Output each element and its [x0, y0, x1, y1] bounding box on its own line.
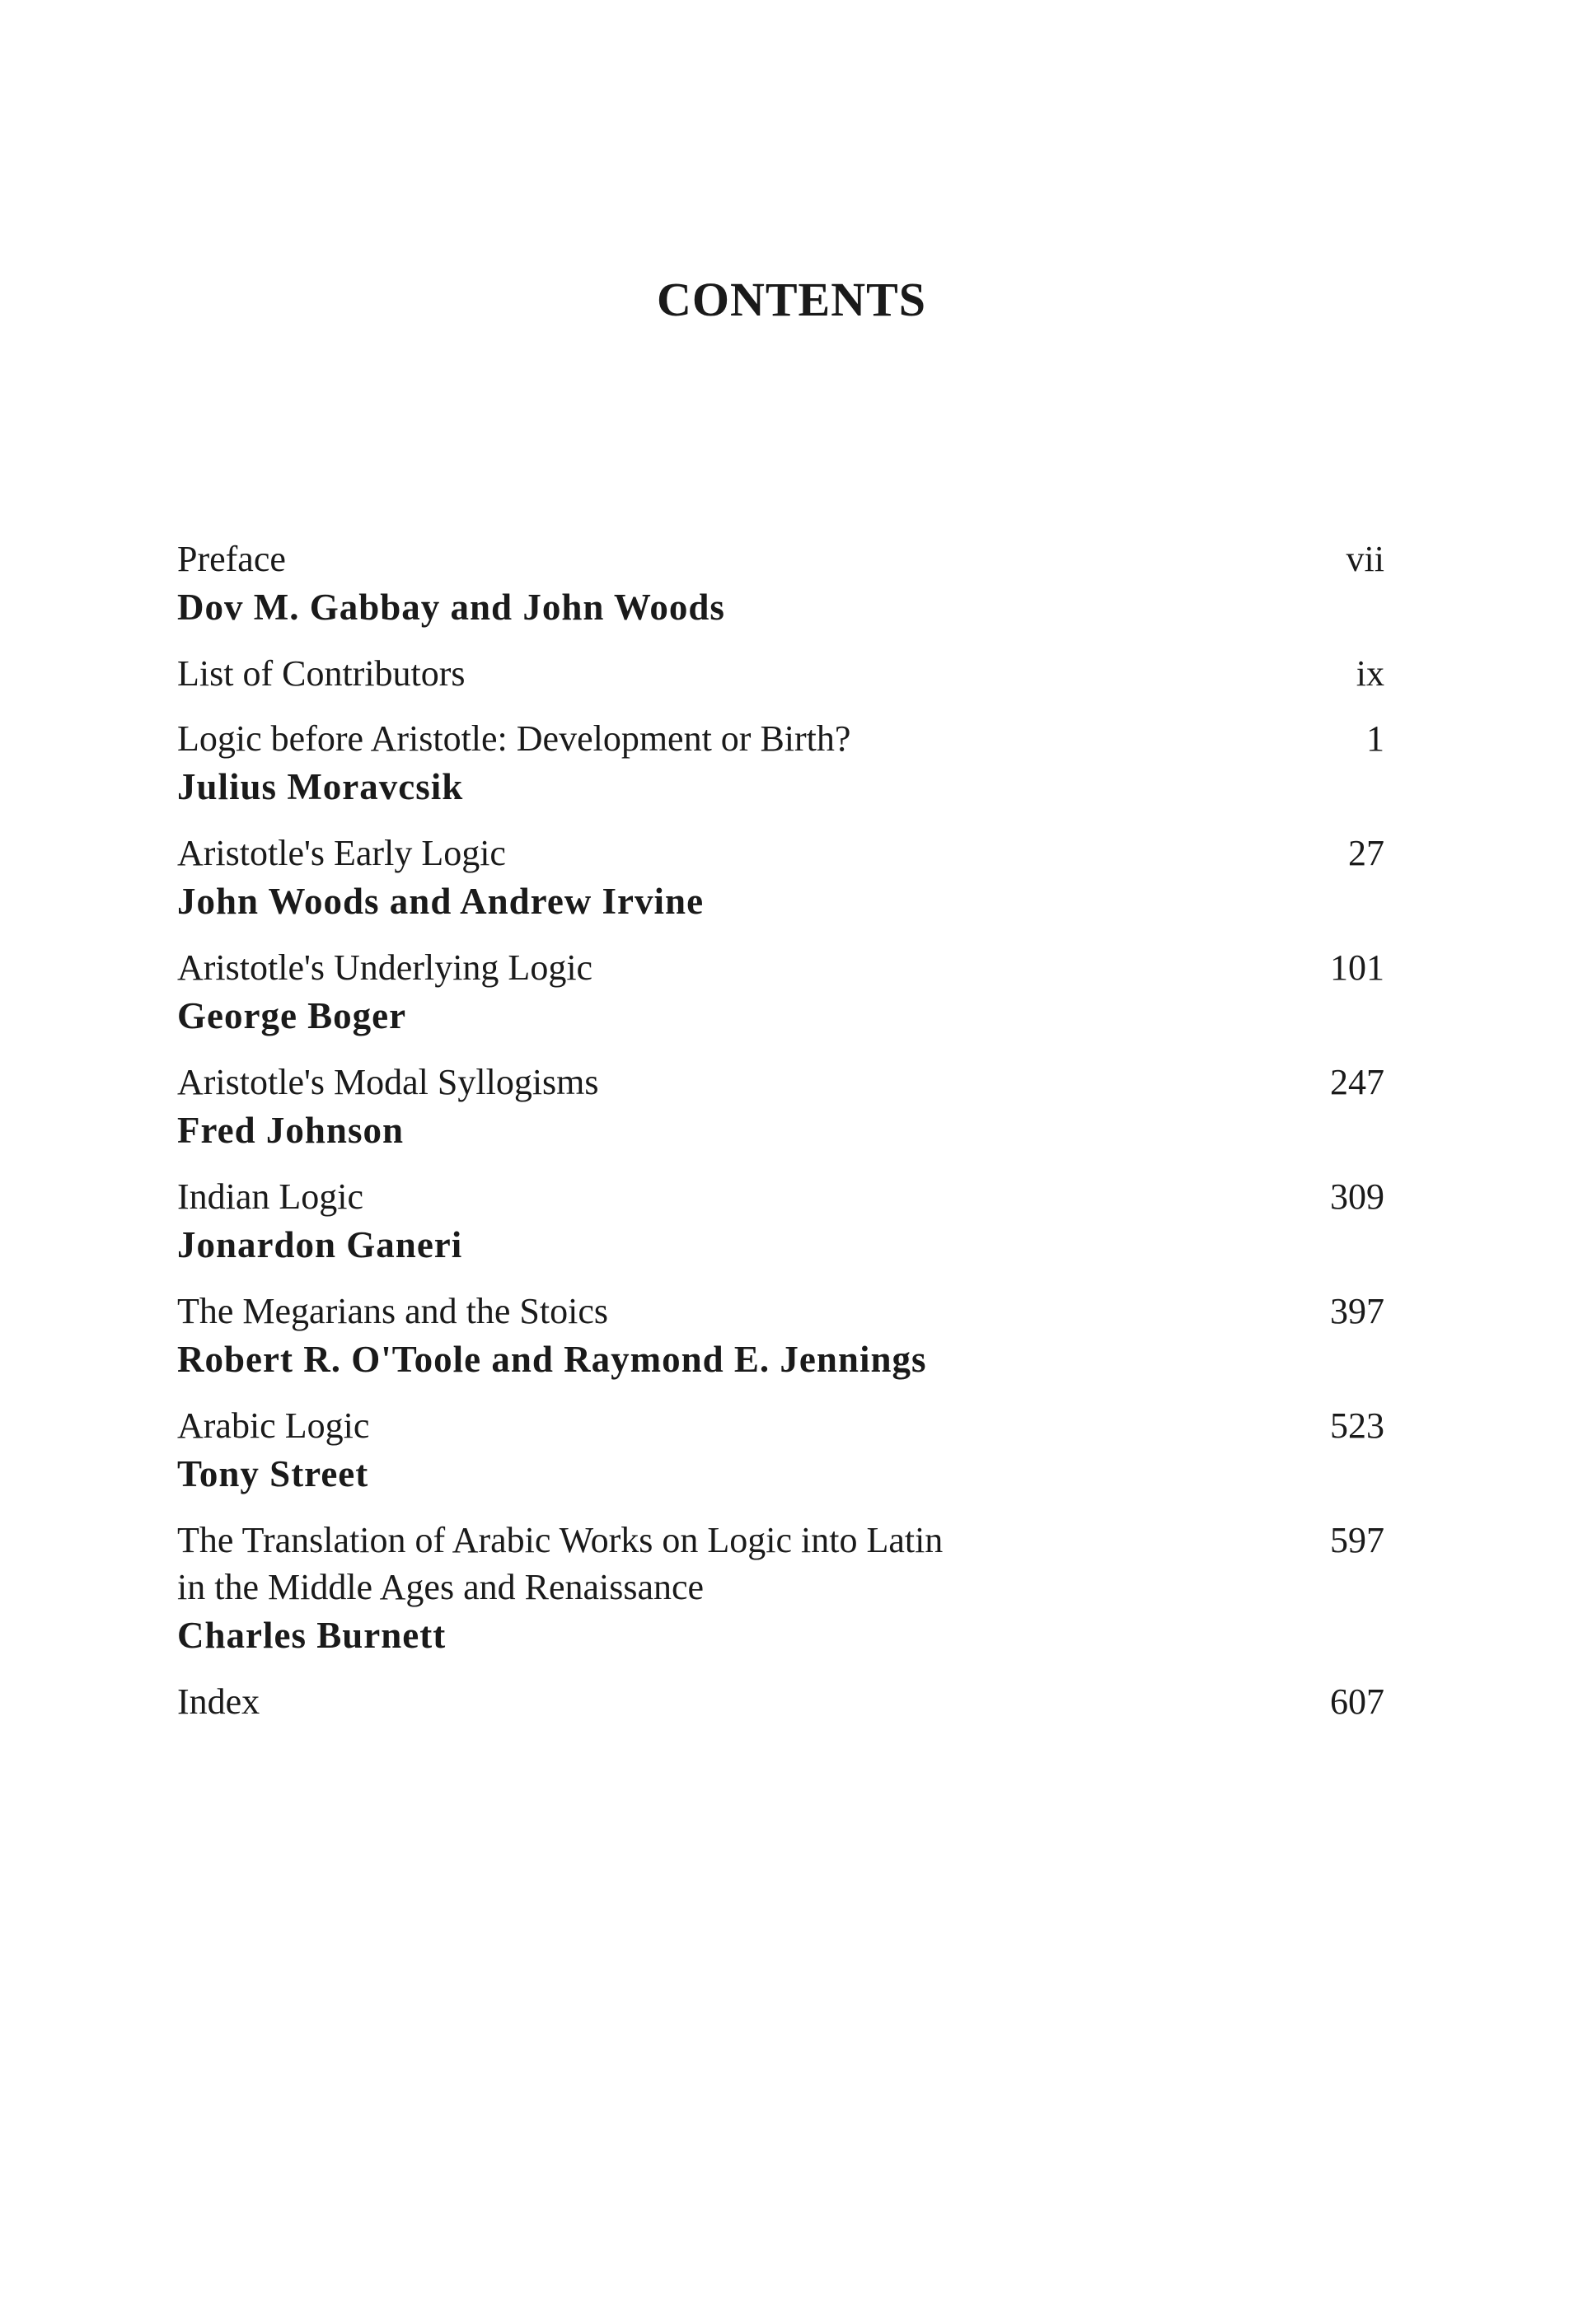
entry-title: Preface — [177, 539, 286, 579]
entry-page-number: 1 — [1366, 718, 1384, 759]
entry-title: Aristotle's Underlying Logic — [177, 947, 593, 988]
entry-page-number: 607 — [1330, 1681, 1384, 1722]
page-title: CONTENTS — [656, 273, 927, 326]
entry-author: Julius Moravcsik — [177, 766, 464, 807]
entry-page-number: 523 — [1330, 1405, 1384, 1446]
entry-author: Dov M. Gabbay and John Woods — [177, 587, 725, 628]
entry-page-number: vii — [1346, 539, 1384, 579]
toc-entry-aristotles-underlying-logic — [177, 944, 1384, 1040]
entry-title: Arabic Logic — [177, 1405, 370, 1446]
entry-title: Indian Logic — [177, 1176, 364, 1217]
toc-entry-aristotles-early-logic — [177, 830, 1384, 926]
entry-author: Charles Burnett — [177, 1615, 447, 1656]
entry-author: Fred Johnson — [177, 1110, 404, 1151]
toc-entry-logic-before-aristotle — [177, 715, 1384, 811]
entry-title: Logic before Aristotle: Development or Birth? — [177, 718, 851, 759]
entry-author: Jonardon Ganeri — [177, 1224, 463, 1265]
entry-title: Index — [177, 1681, 260, 1722]
toc-entry-arabic-logic — [177, 1402, 1384, 1499]
entry-title: Aristotle's Early Logic — [177, 833, 506, 873]
entry-author: George Boger — [177, 995, 407, 1036]
entry-page-number: 597 — [1330, 1520, 1384, 1560]
toc-entry-list-of-contributors — [177, 650, 1384, 697]
toc-entry-preface — [177, 535, 1384, 632]
entry-title: The Megarians and the Stoics — [177, 1291, 608, 1331]
entry-author: Robert R. O'Toole and Raymond E. Jennings — [177, 1339, 927, 1380]
entry-page-number: 309 — [1330, 1176, 1384, 1217]
entry-page-number: 27 — [1348, 833, 1384, 873]
entry-title: Aristotle's Modal Syllogisms — [177, 1062, 599, 1102]
entry-page-number: 247 — [1330, 1062, 1384, 1102]
entry-page-number: ix — [1356, 653, 1384, 694]
toc-entry-indian-logic — [177, 1173, 1384, 1270]
toc-entry-megarians-and-stoics — [177, 1288, 1384, 1384]
entry-title: The Translation of Arabic Works on Logic into Latin — [177, 1520, 944, 1560]
entry-title: List of Contributors — [177, 653, 466, 694]
entry-author: Tony Street — [177, 1453, 369, 1494]
table-of-contents — [177, 535, 1384, 1725]
toc-entry-index — [177, 1678, 1384, 1725]
entry-title-continued: in the Middle Ages and Renaissance — [177, 1567, 705, 1607]
entry-page-number: 101 — [1330, 947, 1384, 988]
entry-author: John Woods and Andrew Irvine — [177, 881, 705, 922]
toc-entry-aristotles-modal-syllogisms — [177, 1059, 1384, 1155]
toc-entry-translation-of-arabic-works — [177, 1517, 1384, 1660]
entry-page-number: 397 — [1330, 1291, 1384, 1331]
